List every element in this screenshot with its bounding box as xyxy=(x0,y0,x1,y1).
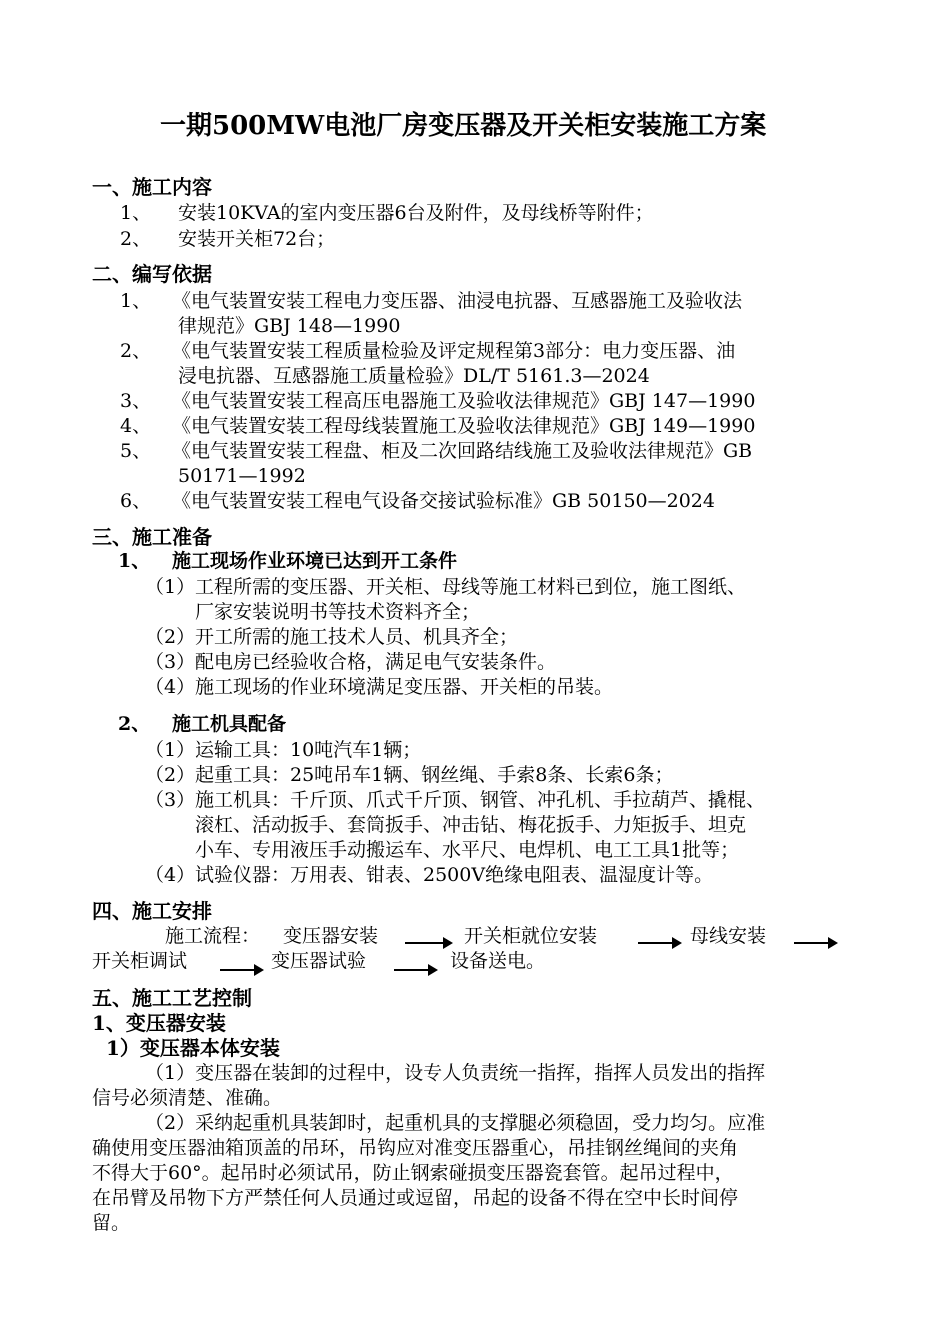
subsection-number: 2、 xyxy=(118,713,151,735)
flow-step: 母线安装 xyxy=(690,925,767,947)
arrow-right-icon xyxy=(394,962,438,978)
flow-step: 变压器试验 xyxy=(271,950,367,972)
list-item-number: 1、 xyxy=(120,202,152,224)
list-item-text: 厂家安装说明书等技术资料齐全； xyxy=(195,601,481,623)
list-item-text: 律规范》GBJ 148—1990 xyxy=(178,315,401,337)
flow-label: 施工流程： xyxy=(165,925,261,947)
list-item-number: 1、 xyxy=(120,290,152,312)
list-item-number: （4） xyxy=(145,864,196,886)
list-item-text: 浸电抗器、互感器施工质量检验》DL/T 5161.3—2024 xyxy=(178,365,650,387)
section-4-heading: 四、施工安排 xyxy=(92,899,212,923)
paragraph-line: 确使用变压器油箱顶盖的吊环，吊钩应对准变压器重心，吊挂钢丝绳间的夹角 xyxy=(92,1137,739,1159)
document-title: 一期500MW电池厂房变压器及开关柜安装施工方案 xyxy=(160,111,767,141)
list-item-text: 50171—1992 xyxy=(178,465,306,487)
arrow-right-icon xyxy=(405,935,453,951)
list-item-number: （1） xyxy=(145,739,196,761)
list-item-number: （2） xyxy=(145,764,196,786)
list-item-number: （2） xyxy=(145,626,196,648)
list-item-text: 起重工具：25吨吊车1辆、钢丝绳、手索8条、长索6条； xyxy=(195,764,674,786)
list-item-number: 5、 xyxy=(120,440,152,462)
paragraph-line: 不得大于60°。起吊时必须试吊，防止钢索碰损变压器瓷套管。起吊过程中， xyxy=(92,1162,734,1184)
subsection-heading: 1）变压器本体安装 xyxy=(106,1036,280,1060)
list-item-text: 试验仪器：万用表、钳表、2500V绝缘电阻表、温湿度计等。 xyxy=(195,864,714,886)
list-item-text: 小车、专用液压手动搬运车、水平尺、电焊机、电工工具1批等； xyxy=(195,839,740,861)
paragraph-line: （1）变压器在装卸的过程中，设专人负责统一指挥，指挥人员发出的指挥 xyxy=(145,1062,766,1084)
paragraph-line: 在吊臂及吊物下方严禁任何人员通过或逗留，吊起的设备不得在空中长时间停 xyxy=(92,1187,739,1209)
paragraph-line: （2）采纳起重机具装卸时，起重机具的支撑腿必须稳固，受力均匀。应准 xyxy=(145,1112,766,1134)
list-item-text: 施工现场的作业环境满足变压器、开关柜的吊装。 xyxy=(195,676,614,698)
list-item-text: 配电房已经验收合格，满足电气安装条件。 xyxy=(195,651,557,673)
subsection-number: 1、 xyxy=(118,550,151,572)
list-item-text: 滚杠、活动扳手、套筒扳手、冲击钻、梅花扳手、力矩扳手、坦克 xyxy=(195,814,747,836)
list-item-number: 4、 xyxy=(120,415,152,437)
list-item-text: 施工机具：千斤顶、爪式千斤顶、钢管、冲孔机、手拉葫芦、撬棍、 xyxy=(195,789,766,811)
list-item-number: （1） xyxy=(145,576,196,598)
list-item-text: 《电气装置安装工程盘、柜及二次回路结线施工及验收法律规范》GB xyxy=(172,440,753,462)
list-item-text: 《电气装置安装工程电气设备交接试验标准》GB 50150—2024 xyxy=(172,490,715,512)
paragraph-line: 留。 xyxy=(92,1212,131,1234)
list-item-number: （3） xyxy=(145,651,196,673)
list-item-number: 6、 xyxy=(120,490,152,512)
paragraph-line: 信号必须清楚、准确。 xyxy=(92,1087,283,1109)
list-item-text: 运输工具：10吨汽车1辆； xyxy=(195,739,422,761)
list-item-number: 2、 xyxy=(120,340,152,362)
list-item-text: 《电气装置安装工程电力变压器、油浸电抗器、互感器施工及验收法 xyxy=(172,290,743,312)
section-5-heading: 五、施工工艺控制 xyxy=(92,986,252,1010)
list-item-text: 《电气装置安装工程母线装置施工及验收法律规范》GBJ 149—1990 xyxy=(172,415,756,437)
arrow-right-icon xyxy=(638,935,682,951)
arrow-right-icon xyxy=(220,962,264,978)
list-item-number: （3） xyxy=(145,789,196,811)
list-item-text: 开工所需的施工技术人员、机具齐全； xyxy=(195,626,519,648)
section-2-heading: 二、编写依据 xyxy=(92,262,212,286)
subsection-heading: 1、变压器安装 xyxy=(92,1011,226,1035)
flow-step: 开关柜调试 xyxy=(92,950,188,972)
list-item-text: 《电气装置安装工程质量检验及评定规程第3部分：电力变压器、油 xyxy=(172,340,736,362)
list-item-text: 《电气装置安装工程高压电器施工及验收法律规范》GBJ 147—1990 xyxy=(172,390,756,412)
list-item-number: 3、 xyxy=(120,390,152,412)
flow-step: 变压器安装 xyxy=(283,925,379,947)
section-1-heading: 一、施工内容 xyxy=(92,175,212,199)
list-item-text: 安装开关柜72台； xyxy=(178,228,336,250)
arrow-right-icon xyxy=(794,935,838,951)
subsection-heading: 施工现场作业环境已达到开工条件 xyxy=(172,550,458,572)
section-3-heading: 三、施工准备 xyxy=(92,525,212,549)
flow-step: 设备送电。 xyxy=(450,950,546,972)
list-item-number: 2、 xyxy=(120,228,152,250)
subsection-heading: 施工机具配备 xyxy=(172,713,287,735)
list-item-text: 安装10KVA的室内变压器6台及附件，及母线桥等附件； xyxy=(178,202,654,224)
list-item-text: 工程所需的变压器、开关柜、母线等施工材料已到位，施工图纸、 xyxy=(195,576,747,598)
list-item-number: （4） xyxy=(145,676,196,698)
flow-step: 开关柜就位安装 xyxy=(464,925,598,947)
